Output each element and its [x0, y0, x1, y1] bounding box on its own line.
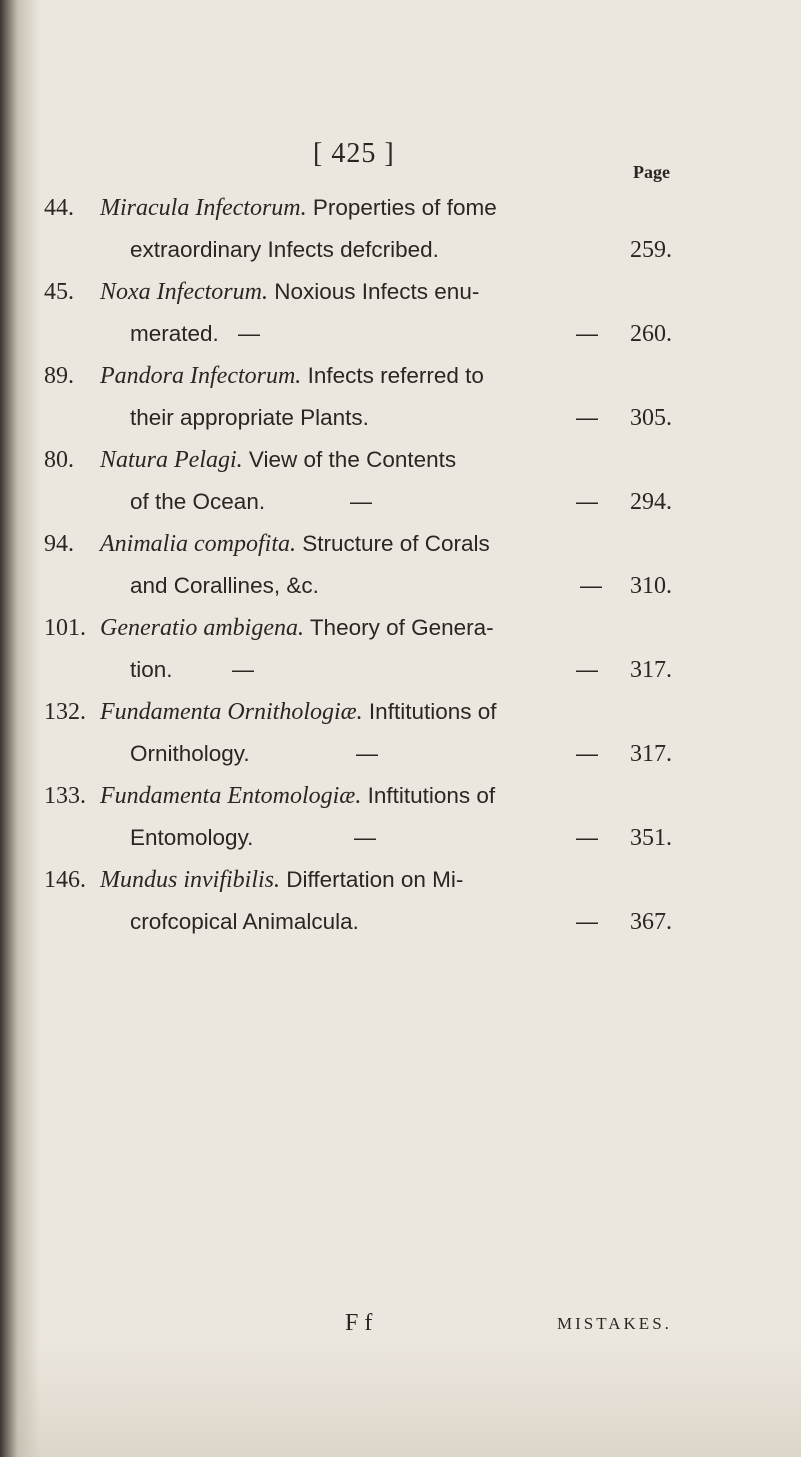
page-column-label: Page [633, 162, 670, 182]
leader-dash: — [576, 909, 598, 934]
entry-page-number: 351. [630, 825, 672, 851]
entry-latin-title: Miracula Infectorum. [100, 195, 307, 221]
entry-number: 146. [44, 867, 86, 893]
leader-dash: — [576, 741, 598, 766]
entry-number: 94. [44, 531, 74, 557]
leader-dash: — [576, 489, 598, 514]
leader-dash: — [356, 741, 378, 766]
index-entry [0, 447, 801, 531]
entry-title-line [100, 279, 479, 306]
entry-description-start: Differtation on Mi- [280, 867, 464, 892]
entry-description-end: merated. [130, 321, 219, 346]
leader-dash: — [576, 657, 598, 682]
entry-description-end: Entomology. [130, 825, 254, 850]
catchword: MISTAKES. [557, 1314, 672, 1333]
entry-page-number: 294. [630, 489, 672, 515]
index-entry [0, 867, 801, 951]
entry-description-start: Inftitutions of [362, 699, 497, 724]
leader-dash: — [580, 573, 602, 598]
entry-latin-title: Fundamenta Entomologiæ. [100, 783, 362, 809]
entry-page-number: 305. [630, 405, 672, 431]
leader-dash: — [576, 405, 598, 430]
leader-dash: — [354, 825, 376, 850]
entry-latin-title: Natura Pelagi. [100, 447, 243, 473]
entry-number: 45. [44, 279, 74, 305]
index-entry [0, 699, 801, 783]
entry-title-line [100, 783, 495, 810]
index-entry [0, 279, 801, 363]
entry-description-end: crofcopical Animalcula. [130, 909, 359, 934]
entry-latin-title: Noxa Infectorum. [100, 279, 268, 305]
entry-page-number: 310. [630, 573, 672, 599]
entry-description-end: Ornithology. [130, 741, 250, 766]
entry-description-start: Properties of fome [306, 195, 497, 220]
index-entry [0, 531, 801, 615]
leader-dash: — [238, 321, 260, 346]
page-number-header: [ 425 ] [313, 138, 395, 169]
leader-dash: — [576, 321, 598, 346]
leader-dash: — [232, 657, 254, 682]
entry-description-start: Inftitutions of [361, 783, 496, 808]
entry-description-end: tion. [130, 657, 173, 682]
entry-description-start: Theory of Genera- [303, 615, 494, 640]
entry-number: 44. [44, 195, 74, 221]
index-entry [0, 783, 801, 867]
entry-latin-title: Mundus invifibilis. [100, 867, 280, 893]
entry-description-start: Infects referred to [301, 363, 484, 388]
entry-title-line [100, 699, 497, 726]
entry-title-line [100, 531, 490, 558]
entry-title-line [100, 363, 484, 390]
entry-number: 89. [44, 363, 74, 389]
index-entry [0, 363, 801, 447]
entry-title-line [100, 195, 497, 222]
entry-latin-title: Generatio ambigena. [100, 615, 304, 641]
entry-title-line [100, 867, 463, 894]
entry-latin-title: Fundamenta Ornithologiæ. [100, 699, 363, 725]
entry-description-end: of the Ocean. [130, 489, 266, 514]
entry-number: 101. [44, 615, 86, 641]
index-entry [0, 615, 801, 699]
entry-description-start: Structure of Corals [295, 531, 490, 556]
entry-page-number: 260. [630, 321, 672, 347]
entry-page-number: 317. [630, 657, 672, 683]
entry-description-start: View of the Contents [242, 447, 457, 472]
index-entry [0, 195, 801, 279]
entry-latin-title: Animalia compofita. [100, 531, 296, 557]
entry-page-number: 367. [630, 909, 672, 935]
entry-description-end: and Corallines, &c. [130, 573, 319, 598]
entry-number: 133. [44, 783, 86, 809]
entry-title-line [100, 615, 494, 642]
entry-description-end: extraordinary Infects defcribed. [130, 237, 439, 262]
entry-number: 80. [44, 447, 74, 473]
entry-number: 132. [44, 699, 86, 725]
entry-page-number: 259. [630, 237, 672, 263]
entry-title-line [100, 447, 456, 474]
entry-description-start: Noxious Infects enu- [267, 279, 480, 304]
leader-dash: — [350, 489, 372, 514]
leader-dash: — [576, 825, 598, 850]
signature-mark: F f [345, 1310, 373, 1336]
entry-latin-title: Pandora Infectorum. [100, 363, 302, 389]
entry-description-end: their appropriate Plants. [130, 405, 369, 430]
entry-page-number: 317. [630, 741, 672, 767]
